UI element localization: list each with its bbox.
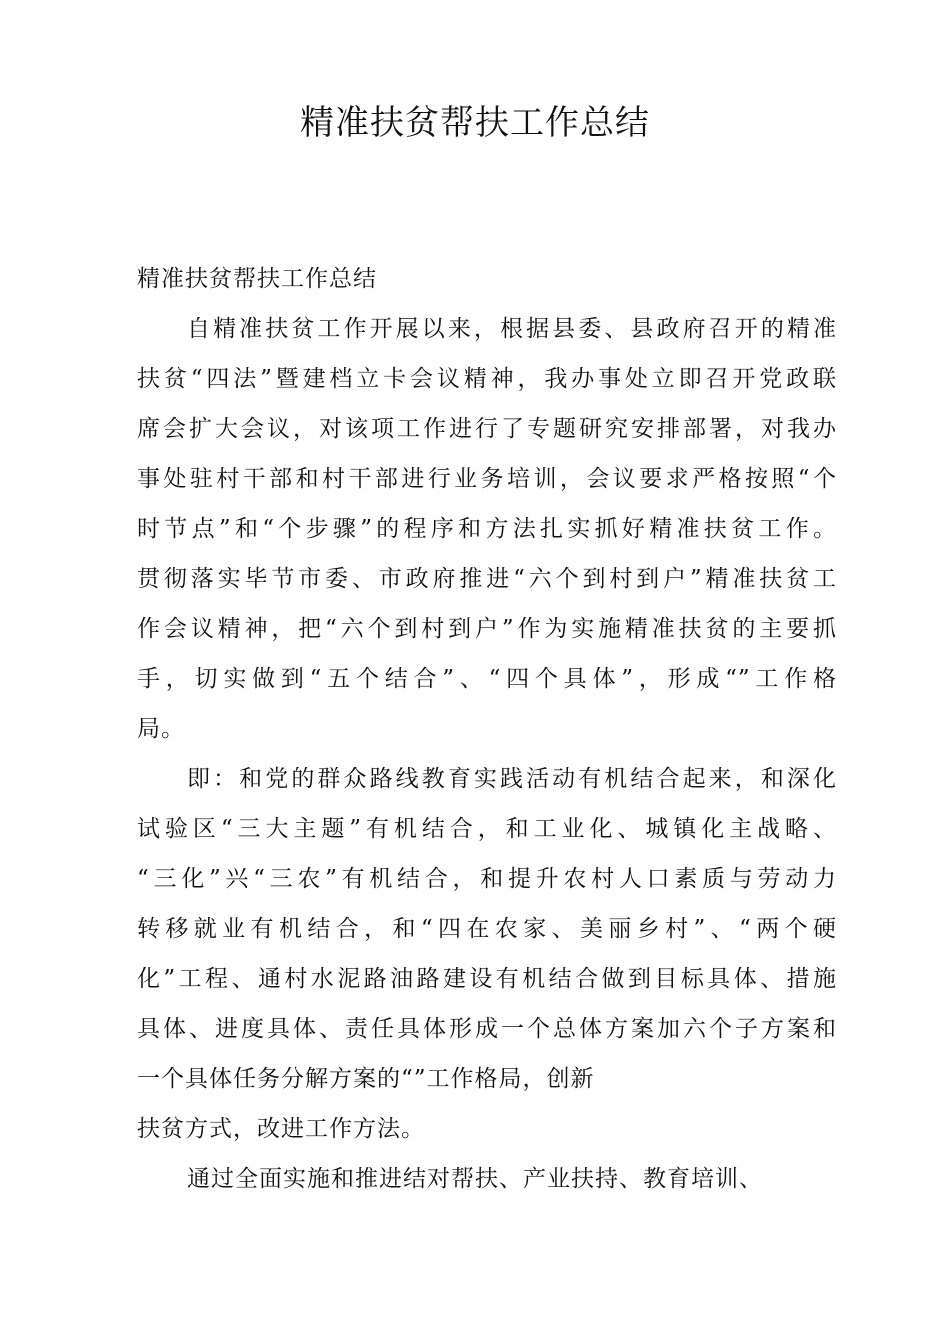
paragraph-line: 转移就业有机结合，和“四在农家、美丽乡村”、“两个硬 [137,916,837,942]
paragraph-line: 具体、进度具体、责任具体形成一个总体方案加六个子方案和 [137,1016,837,1042]
paragraph-line: 贯彻落实毕节市委、市政府推进“六个到村到户”精准扶贫工 [137,566,837,592]
document-title: 精准扶贫帮扶工作总结 [300,103,650,143]
paragraph-line: 事处驻村干部和村干部进行业务培训，会议要求严格按照“个 [137,466,837,492]
paragraph-line: 通过全面实施和推进结对帮扶、产业扶持、教育培训、 [187,1166,763,1192]
paragraph-line: 化”工程、通村水泥路油路建设有机结合做到目标具体、措施 [137,966,837,992]
paragraph-line: 作会议精神，把“六个到村到户”作为实施精准扶贫的主要抓 [137,616,837,642]
paragraph-line: 扶贫“四法”暨建档立卡会议精神，我办事处立即召开党政联 [137,366,837,392]
paragraph-line: 席会扩大会议，对该项工作进行了专题研究安排部署，对我办 [137,416,837,442]
paragraph-line: 局。 [137,716,185,742]
subtitle-line: 精准扶贫帮扶工作总结 [137,266,377,292]
paragraph-line: 自精准扶贫工作开展以来，根据县委、县政府召开的精准 [187,316,837,342]
paragraph-line: 即：和党的群众路线教育实践活动有机结合起来，和深化 [187,766,837,792]
paragraph-line: 手，切实做到“五个结合”、“四个具体”，形成“”工作格 [137,666,837,692]
paragraph-line: 扶贫方式，改进工作方法。 [137,1116,425,1142]
paragraph-line: “三化”兴“三农”有机结合，和提升农村人口素质与劳动力 [137,866,837,892]
document-body [137,254,837,1204]
paragraph-line: 时节点”和“个步骤”的程序和方法扎实抓好精准扶贫工作。 [137,516,837,542]
paragraph-line: 一个具体任务分解方案的“”工作格局，创新 [137,1066,595,1092]
paragraph-line: 试验区“三大主题”有机结合，和工业化、城镇化主战略、 [137,816,837,842]
